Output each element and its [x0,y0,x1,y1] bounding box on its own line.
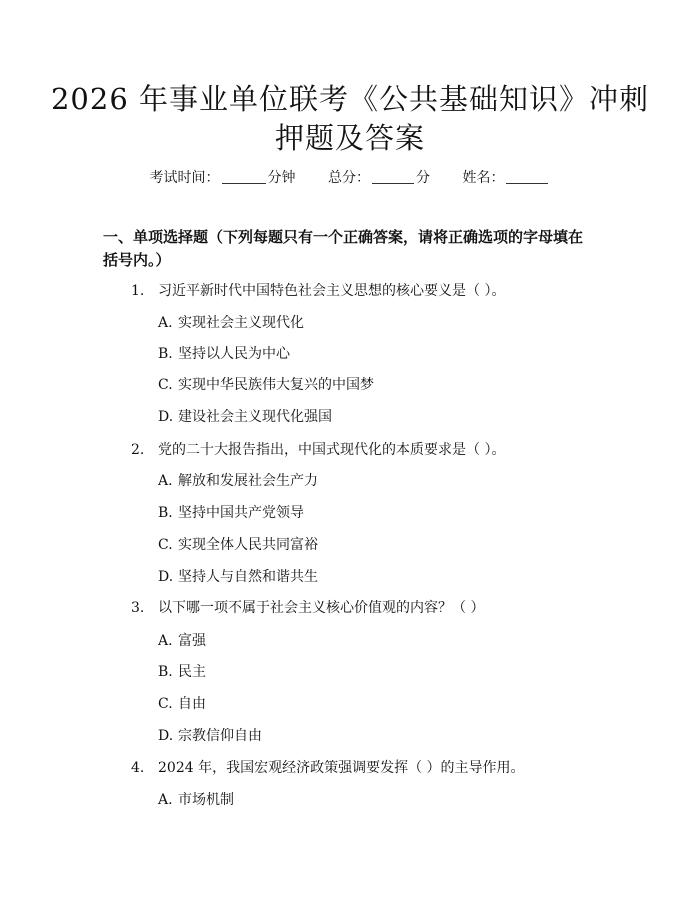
option-text: 实现全体人民共同富裕 [178,537,318,553]
option-letter: A. [158,473,173,489]
option-letter: D. [158,728,174,744]
option [158,662,578,682]
question-number: 2. [131,442,145,458]
exam-meta [0,168,700,188]
exam-time-blank [222,169,266,184]
option-letter: C. [158,696,173,712]
question [131,598,611,618]
document-title-line-2: 押题及答案 [274,121,425,155]
option [158,631,578,651]
option [158,790,578,810]
option [158,503,578,523]
option-text: 民主 [178,664,206,680]
option [158,313,578,333]
option-text: 解放和发展社会生产力 [178,473,318,489]
option [158,471,578,491]
option-letter: D. [158,569,174,585]
total-score-blank [372,169,414,184]
total-score-unit: 分 [416,170,430,186]
question-text: 党的二十大报告指出，中国式现代化的本质要求是（ ）。 [158,442,506,458]
option-letter: A. [158,315,173,331]
question-text: 2024 年，我国宏观经济政策强调要发挥（ ）的主导作用。 [158,760,525,776]
option-letter: B. [158,505,173,521]
option-text: 自由 [178,696,206,712]
option-letter: D. [158,409,174,425]
option [158,407,578,427]
option-letter: B. [158,346,173,362]
question [131,758,611,778]
option-text: 实现中华民族伟大复兴的中国梦 [178,377,374,393]
total-score-field [328,168,430,188]
option-letter: B. [158,664,173,680]
option-letter: C. [158,537,173,553]
option [158,567,578,587]
document-title-line-1: 2026 年事业单位联考《公共基础知识》冲刺 [50,82,650,116]
exam-time-field [150,168,296,188]
option [158,726,578,746]
option [158,375,578,395]
option-text: 市场机制 [178,792,234,808]
question-number: 4. [131,760,145,776]
option [158,694,578,714]
question-text: 以下哪一项不属于社会主义核心价值观的内容？（ ） [158,600,485,616]
option-letter: A. [158,633,173,649]
option-text: 宗教信仰自由 [178,728,262,744]
option-letter: A. [158,792,173,808]
option-text: 坚持中国共产党领导 [178,505,304,521]
option-text: 建设社会主义现代化强国 [178,409,332,425]
option-text: 坚持人与自然和谐共生 [178,569,318,585]
option-letter: C. [158,377,173,393]
option [158,344,578,364]
option-text: 实现社会主义现代化 [178,315,304,331]
question-number: 1. [131,283,145,299]
option [158,535,578,555]
option-text: 坚持以人民为中心 [178,346,290,362]
section-title: 一、单项选择题（下列每题只有一个正确答案，请将正确选项的字母填在括号内。） [103,228,584,269]
question [131,440,611,460]
question-number: 3. [131,600,145,616]
question-text: 习近平新时代中国特色社会主义思想的核心要义是（ ）。 [158,283,506,299]
exam-time-unit: 分钟 [267,170,296,186]
total-score-label: 总分： [328,170,370,186]
option-text: 富强 [178,633,206,649]
name-blank [506,169,548,184]
name-label: 姓名： [462,170,505,186]
exam-time-label: 考试时间： [149,170,220,186]
question [131,281,611,301]
name-field [462,168,550,188]
